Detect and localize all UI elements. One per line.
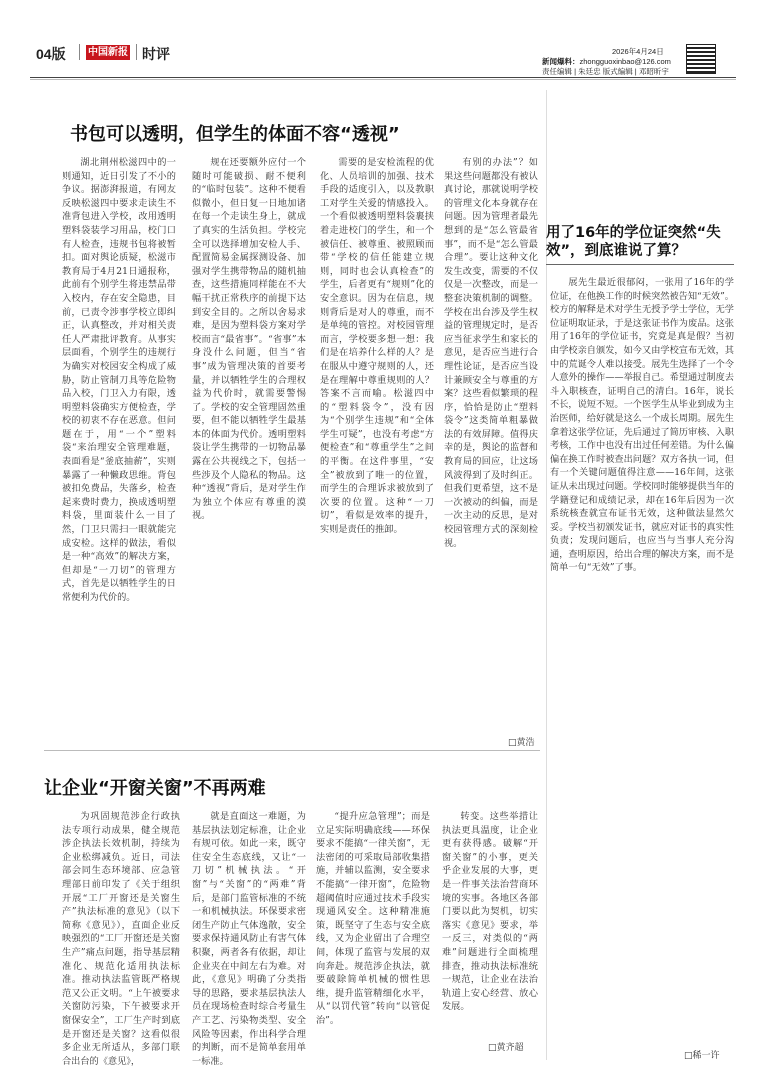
- sidebar-body: [550, 276, 734, 1036]
- hotline-email: zhongguoxinbao@126.com: [579, 57, 671, 66]
- header-rule: [30, 77, 736, 78]
- header-rule-thin: [30, 79, 736, 80]
- page-number: 04版: [36, 46, 66, 62]
- article1-column-2: [192, 156, 306, 732]
- issue-date: 2026年4月24日: [612, 47, 664, 56]
- article2-column-1: [62, 810, 180, 1067]
- article2-column-3: [316, 810, 430, 1046]
- header-divider: [79, 44, 80, 60]
- article2-paragraph: “提升应急管理”；而是立足实际明确底线——环保要求不能搞“一律关窗”，无法密闭的可采取局部收集措施，并辅以监测，安全要求不能搞“一律开窗”，危险物超阈值时应通过技术手段实现通风安全。这种精准施策，既坚守了生态与安全底线，又为企业留出了合理空间，体现了监管与发展的双向奔赴。规范涉企执法，就要破除简单机械的惯性思维，提升监管精细化水平，从“以罚代管”转向“以管促治”。: [316, 811, 430, 1026]
- article1-column-1: [62, 156, 176, 732]
- article2-paragraph: 为巩固规范涉企行政执法专项行动成果，健全规范涉企执法长效机制，持续为企业松绑减负。近日，司法部会同生态环境部、应急管理部日前印发了《关于组织开展“工厂开窗还是关窗生产”执法标准的意见》（以下简称《意见》），直面企业反映强烈的“工厂开窗还是关窗生产”痛点问题，指导基层精准化、规范化适用执法标准。推动执法监管既严格规范又公正文明。“上午被要求关窗防污染，下午被要求开窗保安全”，工厂生产时到底是开窗还是关窗？这看似很多企业无所适从，多部门联合出台的《意见》，: [62, 811, 180, 1067]
- article2-byline: □黄齐超: [488, 1043, 524, 1053]
- article1-column-3: [320, 156, 434, 732]
- article1-paragraph: 有别的办法”？如果这些问题都没有被认真讨论，那就说明学校的管理文化本身就存在问题。因为管理者最先想到的是“怎么管最省事”，而不是“怎么管最合理”。要让这种文化发生改变，需要的不仅仅是一次整改，而是一整套决策机制的调整。学校在出台涉及学生权益的管理规定时，是否应当征求学生和家长的意见，是否应当进行合理性论证，是否应当设计兼顾安全与尊重的方案？这些看似繁琐的程序，恰恰是防止“塑料袋令”这类简单粗暴做法的有效屏障。值得庆幸的是，舆论的监督和教育局的回应，让这场风波得到了及时纠正。但我们更希望，这不是一次被动的纠偏，而是一次主动的反思，是对校园管理方式的深刻检视。: [444, 157, 538, 549]
- sidebar-headline: 用了16年的学位证突然“失效”，到底谁说了算？: [546, 225, 721, 259]
- header-divider: [136, 44, 137, 60]
- sidebar-rule: [546, 264, 734, 265]
- article1-headline: 书包可以透明，但学生的体面不容“透视”: [70, 124, 400, 145]
- editors: 责任编辑 | 朱廷忠 版式编辑 | 邓昭昕宇: [542, 67, 669, 76]
- article2-headline: 让企业“开窗关窗”不再两难: [44, 778, 266, 799]
- article1-paragraph: 需要的是安检流程的优化、人员培训的加强、技术手段的适度引入，以及教职工对学生关爱的情感投入。一个看似被透明塑料袋裹挟着走进校门的学生，和一个被信任、被尊重、被照顾而带“学校的信任能建立规则，同时也会认真检查”的学生，后者更有“规则”化的安全意识。因为在信息，规则背后是对人的尊重，而不是单纯的管控。对校园管理而言，学校要多想一想：我们是在培养什么样的人？是在服从中遵守规则的人，还是在理解中尊重规则的人？答案不言而喻。松滋四中的“塑料袋令”，没有因为“个别学生违规”和“全体学生可疑”，也没有考虑“方便检查”和“尊重学生”之间的平衡。在这件事里，“安全”被放到了唯一的位置，而学生的合理诉求被放到了次要的位置。这种“一刀切”，看似是效率的提升，实则是责任的推卸。: [320, 157, 434, 536]
- article1-paragraph: 规在还要额外应付一个随时可能破损、耐不便利的“临时包装”。这种不便看似微小，但日复一日地加诸在每一个走读生身上，就成了真实的生活负担。学校完全可以选择增加安检人手、配置简易金属探测设备、加强对学生携带物品的随机抽查，这些措施同样能在不大幅干扰正常秩序的前提下达到安全目的。之所以舍易求难，是因为塑料袋方案对学校而言“最省事”。“省事”本身没什么问题，但当“省事”成为管理决策的首要考量，并以牺牲学生的合理权益为代价时，就需要警惕了。学校的安全管理固然重要，但不能以牺牲学生最基本的体面为代价。透明塑料袋让学生携带的一切物品暴露在公共视线之下，包括一些涉及个人隐私的物品。这种“透视”背后，是对学生作为独立个体应有尊重的漠视。: [192, 157, 306, 522]
- article1-byline: □黄浩: [508, 738, 535, 748]
- qr-code-icon: [686, 44, 716, 74]
- section-name: 时评: [142, 46, 170, 62]
- article2-column-2: [192, 810, 306, 1067]
- article-separator: [44, 750, 540, 751]
- article2-paragraph: 就是直面这一难题，为基层执法划定标准，让企业有规可依。如此一来，既守住安全生态底线，又让“一刀切”机械执法。“开窗”与“关窗”的“两难”背后，是部门监管标准的不统一和机械执法。环保要求密闭生产防止气体逸散，安全要求保持通风防止有害气体积聚，两者各有依据，却让企业夹在中间左右为难。对此，《意见》明确了分类指导的思路，要求基层执法人员在现场检查时综合考量生产工艺、污染物类型、安全风险等因素，作出科学合理的判断，而不是简单套用单一标准。: [192, 811, 306, 1067]
- hotline-label: 新闻爆料：: [542, 57, 580, 66]
- sidebar-paragraph: 展先生最近很郁闷，一张用了16年的学位证，在他换工作的时候突然被告知“无效”。校方的解释是术对学生无授予学士学位，无学位证明取证录，于是这张证书作为废品。这张用了16年的学位证书，究竟是真是假？当初由学校亲自颁发，如今又由学校宣布无效，其中的荒诞令人难以接受。展先生选择了一个令人意外的操作——举报自己。希望通过制度去斗入职核查，证明自己的清白。16年，说长不长，说短不短。一个医学生从毕业到成为主治医师，给好就是这么一个成长周期。展先生拿着这张学位证，先后通过了简历审核、入职考核，工作中也没有出过任何差错。为什么偏偏在换工作时被查出问题？双方各执一词，但有一个关键问题值得注意——16年间，这张证从未出现过问题。学校同时能够提供当年的学籍登记和成绩记录，却在16年后因为一次系统核查就宣布证书无效，这种做法显然欠妥。学校当初颁发证书，就应对证书的真实性负责；发现问题后，也应当与当事人充分沟通，查明原因，给出合理的解决方案，而不是简单一句“无效”了事。: [550, 277, 734, 574]
- article2-column-4: [442, 810, 538, 1040]
- newspaper-logo: 中国新报: [88, 47, 128, 58]
- article1-column-4: [444, 156, 538, 716]
- article2-paragraph: 转变。这些举措让执法更具温度，让企业更有获得感。破解“开窗关窗”的小事，更关乎企业发展的大事，更是一件事关法治营商环境的实事。各地区各部门要以此为契机，切实落实《意见》要求，举一反三，对类似的“两难”问题进行全面梳理排查，推动执法标准统一规范，让企业在法治轨道上安心经营、放心发展。: [442, 811, 538, 1013]
- sidebar-byline: □稀一许: [684, 1051, 720, 1061]
- article1-paragraph: 湖北荆州松滋四中的一则通知，近日引发了不小的争议。据澎湃报道，有网友反映松滋四中要求走读生不准背包进入学校，改用透明塑料袋装学习用品，校门口有人检查，违规书包将被暂扣。面对舆论质疑，松滋市教育局于4月21日通报称，此前有个别学生将违禁品带入校内，存在安全隐患，目前，已责令涉事学校立即纠正，认真整改，并对相关责任人严肃批评教育。从事实层面看，个别学生的违规行为确实对校园安全构成了威胁，防止管制刀具等危险物品入校，门卫入力有限，透明塑料袋确实方便检查，学校的初衷不存在恶意。但问题在于，用“一个”塑料袋“来治理安全管理难题，表面看是“釜底抽薪”，实则暴露了一种懒政思维。背包被扣免费品，失落乡，检查起来费时费力，换成透明塑料袋，里面装什么一目了然，门卫只需扫一眼就能完成安检。这样的做法，看似是一种“高效”的解决方案，但却是“一刀切”的管理方式，首先是以牺牲学生的日常便利为代价的。: [62, 157, 176, 603]
